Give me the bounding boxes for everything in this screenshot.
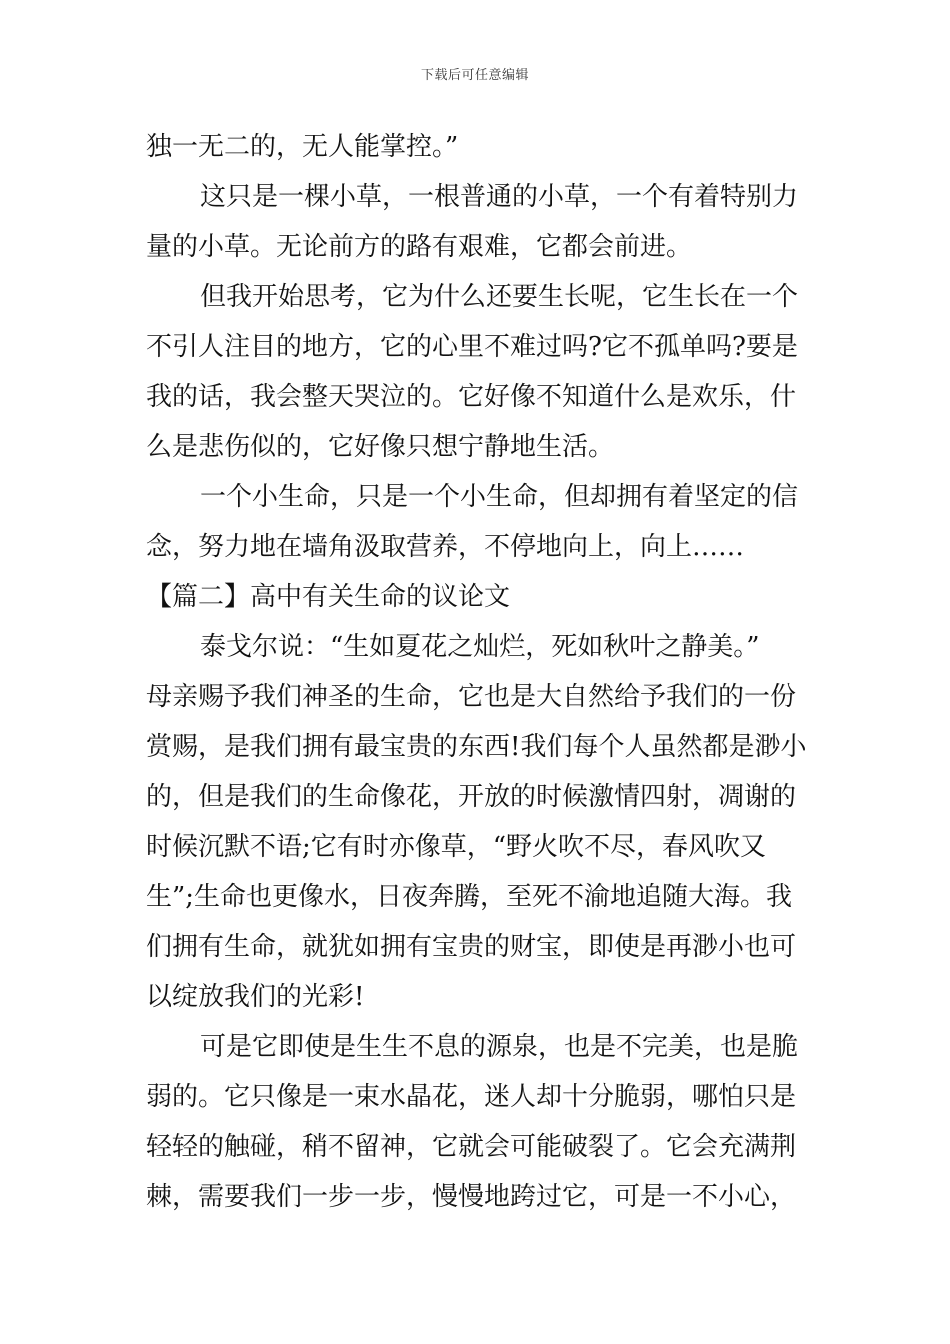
text-line: 们拥有生命，就犹如拥有宝贵的财宝，即使是再渺小也可 bbox=[146, 932, 797, 962]
page-header: 下载后可任意编辑 bbox=[420, 68, 529, 83]
text-line: 量的小草。无论前方的路有艰难，它都会前进。 bbox=[146, 232, 693, 262]
text-line: 时候沉默不语;它有时亦像草，“野火吹不尽，春风吹又 bbox=[146, 832, 767, 862]
text-line: 棘，需要我们一步一步，慢慢地跨过它，可是一不小心， bbox=[146, 1182, 797, 1212]
document-body bbox=[146, 122, 814, 1222]
text-line: 轻轻的触碰，稍不留神，它就会可能破裂了。它会充满荆 bbox=[146, 1132, 797, 1162]
text-line: 么是悲伤似的，它好像只想宁静地生活。 bbox=[146, 432, 615, 462]
text-line: 可是它即使是生生不息的源泉，也是不完美，也是脆 bbox=[200, 1032, 799, 1062]
text-line: 我的话，我会整天哭泣的。它好像不知道什么是欢乐，什 bbox=[146, 382, 797, 412]
text-line: 弱的。它只像是一束水晶花，迷人却十分脆弱，哪怕只是 bbox=[146, 1082, 797, 1112]
text-line: 母亲赐予我们神圣的生命，它也是大自然给予我们的一份 bbox=[146, 682, 797, 712]
text-line: 但我开始思考，它为什么还要生长呢，它生长在一个 bbox=[200, 282, 799, 312]
section-heading: 【篇二】高中有关生命的议论文 bbox=[146, 582, 511, 612]
text-line: 生”;生命也更像水，日夜奔腾，至死不渝地追随大海。我 bbox=[146, 882, 793, 912]
text-line: 一个小生命，只是一个小生命，但却拥有着坚定的信 bbox=[200, 482, 799, 512]
text-line: 这只是一棵小草，一根普通的小草，一个有着特别力 bbox=[200, 182, 799, 212]
text-line: 赏赐，是我们拥有最宝贵的东西!我们每个人虽然都是渺小 bbox=[146, 732, 807, 762]
text-line: 不引人注目的地方，它的心里不难过吗?它不孤单吗?要是 bbox=[146, 332, 798, 362]
text-line: 念，努力地在墙角汲取营养，不停地向上，向上…… bbox=[146, 532, 745, 562]
text-line: 独一无二的，无人能掌控。” bbox=[146, 132, 459, 162]
text-line: 以绽放我们的光彩! bbox=[146, 982, 365, 1012]
text-line: 的，但是我们的生命像花，开放的时候激情四射，凋谢的 bbox=[146, 782, 797, 812]
text-line: 泰戈尔说：“生如夏花之灿烂，死如秋叶之静美。” bbox=[200, 632, 760, 662]
